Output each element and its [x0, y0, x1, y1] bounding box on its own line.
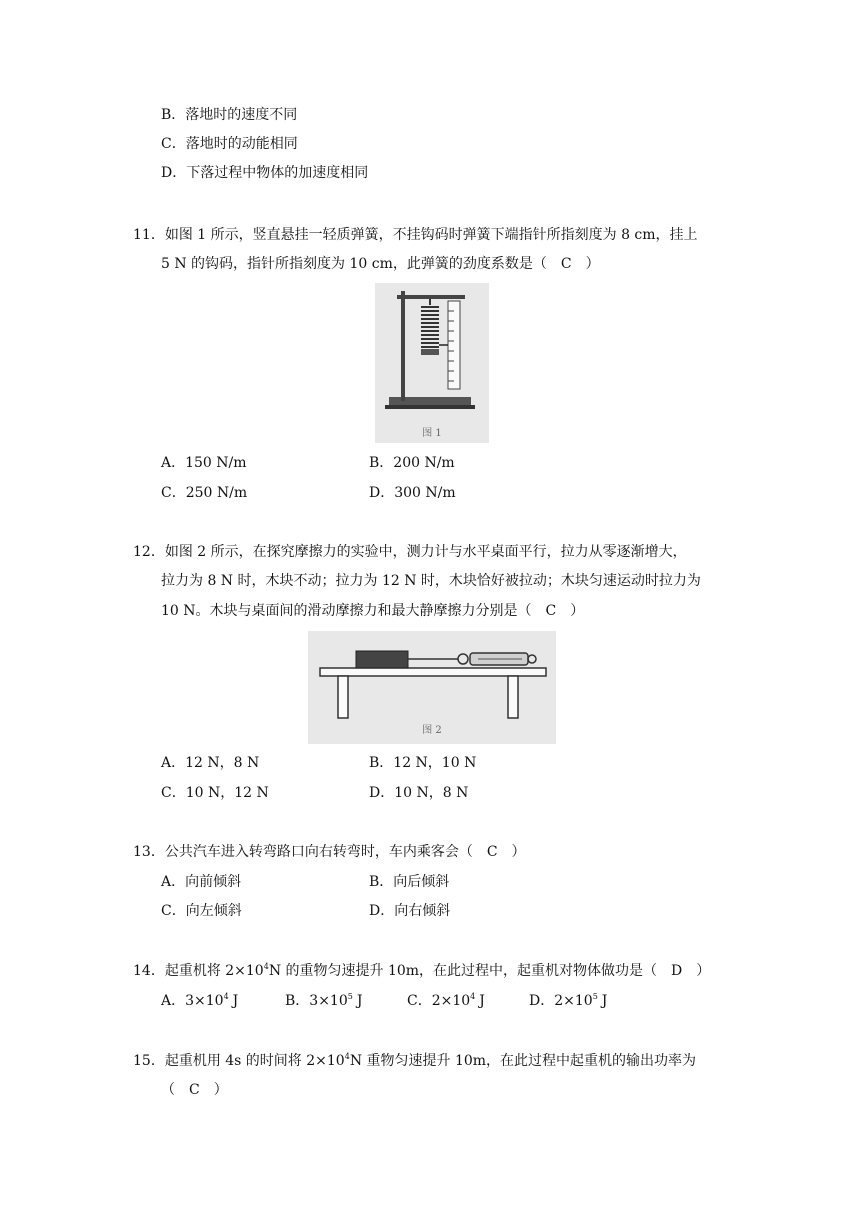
q15-stem-exponent: 4 — [344, 1052, 350, 1061]
q11-stem-line2: 5 N 的钩码，指针所指刻度为 10 cm，此弹簧的劲度系数是（ C ） — [161, 256, 600, 272]
q14-option-a — [161, 992, 238, 1010]
q12-option-d: D．10 N，8 N — [369, 785, 469, 801]
q10-option-b: B．落地时的速度不同 — [161, 107, 298, 123]
q14-option-a-unit: J — [232, 993, 239, 1009]
q11-option-b: B．200 N/m — [369, 455, 455, 471]
q11-option-d: D．300 N/m — [369, 485, 456, 501]
q12-stem-line3: 10 N。木块与桌面间的滑动摩擦力和最大静摩擦力分别是（ C ） — [161, 603, 585, 619]
q11-stem-line1: 11．如图 1 所示，竖直悬挂一轻质弹簧，不挂钩码时弹簧下端指针所指刻度为 8 cm，挂上 — [133, 227, 698, 243]
q14-option-d-unit: J — [601, 993, 608, 1009]
q14-option-b-unit: J — [356, 993, 363, 1009]
q11-option-c: C．250 N/m — [161, 485, 248, 501]
q12-option-a: A．12 N，8 N — [161, 755, 260, 771]
q15-stem-prefix: 15．起重机用 4s 的时间将 2×10 — [133, 1053, 345, 1069]
q14-option-c-unit: J — [479, 993, 485, 1009]
q13-option-d: D．向右倾斜 — [369, 903, 451, 919]
q14-option-b-exp: 5 — [347, 992, 353, 1001]
q12-stem-line2: 拉力为 8 N 时，木块不动；拉力为 12 N 时，木块恰好被拉动；木块匀速运动时拉力为 — [161, 573, 701, 589]
figure-2-friction-setup — [308, 631, 556, 744]
q14-option-d-base: D．2×10 — [529, 993, 593, 1009]
q12-stem-line1: 12．如图 2 所示，在探究摩擦力的实验中，测力计与水平桌面平行，拉力从零逐渐增大， — [133, 544, 687, 560]
q14-option-c-exp: 4 — [470, 992, 476, 1001]
figure-2-caption: 图 2 — [422, 725, 442, 736]
q15-stem-line2: （ C ） — [161, 1082, 228, 1098]
q14-option-a-base: A．3×10 — [161, 993, 224, 1009]
q14-stem — [133, 962, 710, 980]
q11-option-a: A．150 N/m — [161, 455, 247, 471]
q14-option-c — [407, 992, 485, 1010]
q14-option-d — [529, 992, 607, 1010]
q14-option-d-exp: 5 — [592, 992, 598, 1001]
q14-option-b-base: B．3×10 — [285, 993, 348, 1009]
q13-option-c: C．向左倾斜 — [161, 903, 242, 919]
q13-option-b: B．向后倾斜 — [369, 874, 450, 890]
q10-option-d: D．下落过程中物体的加速度相同 — [161, 165, 369, 181]
q15-stem-line1 — [133, 1052, 696, 1070]
q14-option-b — [285, 992, 362, 1010]
q14-option-c-base: C．2×10 — [407, 993, 471, 1009]
q12-option-b: B．12 N，10 N — [369, 755, 477, 771]
q13-stem: 13．公共汽车进入转弯路口向右转弯时，车内乘客会（ C ） — [133, 844, 526, 860]
q13-option-a: A．向前倾斜 — [161, 874, 242, 890]
q10-option-c: C．落地时的动能相同 — [161, 136, 298, 152]
q14-stem-prefix: 14．起重机将 2×10 — [133, 963, 264, 979]
q14-stem-suffix: N 的重物匀速提升 10m，在此过程中，起重机对物体做功是（ D ） — [268, 963, 711, 979]
q14-stem-exponent: 4 — [263, 962, 269, 971]
q14-option-a-exp: 4 — [223, 992, 229, 1001]
figure-1-spring-scale — [375, 283, 489, 443]
figure-1-caption: 图 1 — [422, 428, 442, 439]
q12-option-c: C．10 N，12 N — [161, 785, 269, 801]
q15-stem-suffix: N 重物匀速提升 10m，在此过程中起重机的输出功率为 — [349, 1053, 697, 1069]
